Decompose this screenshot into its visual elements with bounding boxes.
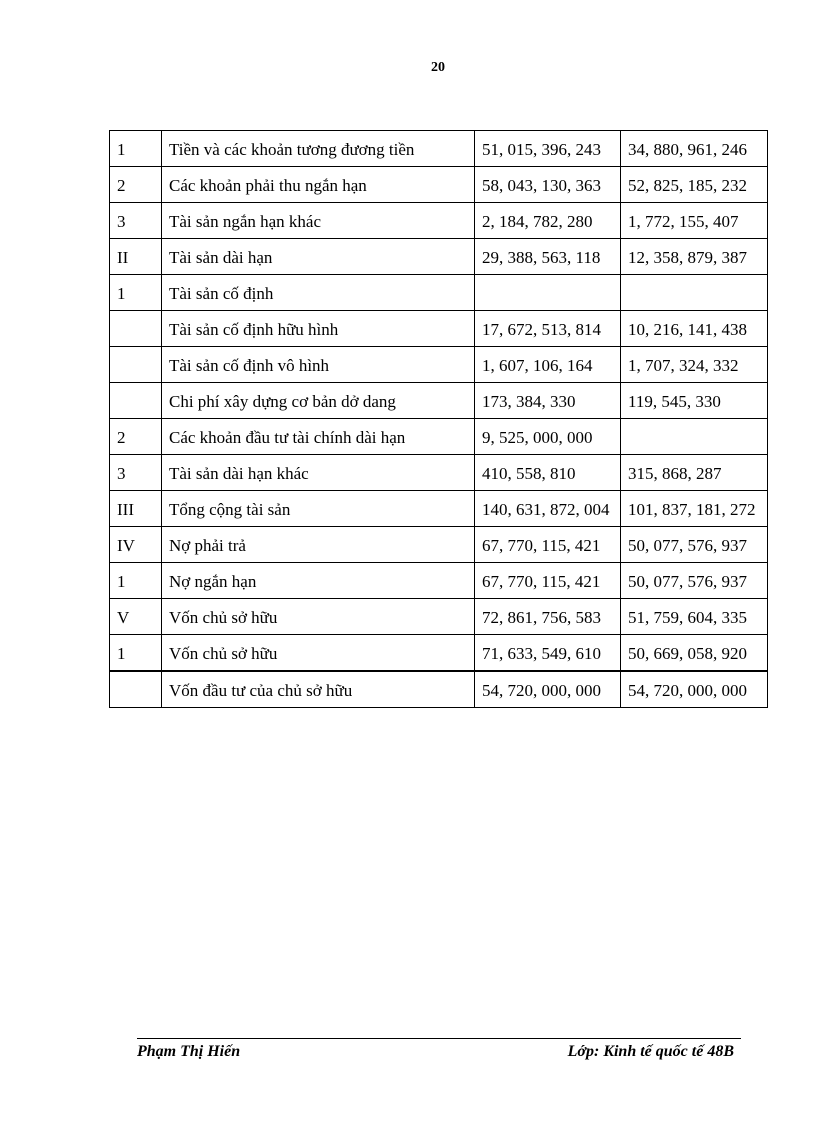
table-row <box>110 635 768 672</box>
row-index <box>110 311 162 347</box>
row-value-col1: 410, 558, 810 <box>475 455 621 491</box>
row-item-name: Tài sản ngắn hạn khác <box>162 203 475 239</box>
row-index: 1 <box>110 563 162 599</box>
table-row <box>110 347 768 383</box>
row-value-col2: 34, 880, 961, 246 <box>621 131 768 167</box>
row-value-col1 <box>475 275 621 311</box>
row-value-col2: 50, 077, 576, 937 <box>621 527 768 563</box>
table-row <box>110 563 768 599</box>
row-value-col1: 54, 720, 000, 000 <box>475 671 621 708</box>
row-item-name: Nợ ngắn hạn <box>162 563 475 599</box>
row-index <box>110 347 162 383</box>
row-index: 1 <box>110 131 162 167</box>
table-row <box>110 455 768 491</box>
row-value-col1: 173, 384, 330 <box>475 383 621 419</box>
row-item-name: Tài sản dài hạn khác <box>162 455 475 491</box>
row-value-col2: 1, 772, 155, 407 <box>621 203 768 239</box>
row-value-col2 <box>621 275 768 311</box>
row-value-col2: 10, 216, 141, 438 <box>621 311 768 347</box>
row-value-col1: 58, 043, 130, 363 <box>475 167 621 203</box>
table-row <box>110 311 768 347</box>
table-row <box>110 491 768 527</box>
table-body <box>110 131 768 708</box>
row-index <box>110 383 162 419</box>
row-item-name: Các khoản đầu tư tài chính dài hạn <box>162 419 475 455</box>
table-row <box>110 131 768 167</box>
row-index: III <box>110 491 162 527</box>
row-index: 3 <box>110 455 162 491</box>
row-value-col1: 2, 184, 782, 280 <box>475 203 621 239</box>
row-value-col1: 17, 672, 513, 814 <box>475 311 621 347</box>
table-row <box>110 599 768 635</box>
row-index: IV <box>110 527 162 563</box>
row-value-col2: 119, 545, 330 <box>621 383 768 419</box>
row-item-name: Vốn chủ sở hữu <box>162 635 475 672</box>
footer-divider <box>137 1038 741 1039</box>
row-index: 2 <box>110 419 162 455</box>
row-item-name: Vốn chủ sở hữu <box>162 599 475 635</box>
footer-class: Lớp: Kinh tế quốc tế 48B <box>567 1043 734 1060</box>
table-row <box>110 419 768 455</box>
row-index: V <box>110 599 162 635</box>
page-number: 20 <box>431 60 445 75</box>
table-row <box>110 203 768 239</box>
balance-sheet-table <box>109 130 768 708</box>
row-index: 1 <box>110 635 162 672</box>
row-item-name: Nợ phải trả <box>162 527 475 563</box>
row-value-col2: 50, 077, 576, 937 <box>621 563 768 599</box>
row-value-col2 <box>621 419 768 455</box>
table-row <box>110 275 768 311</box>
table-row <box>110 527 768 563</box>
row-value-col2: 50, 669, 058, 920 <box>621 635 768 672</box>
table-row <box>110 671 768 708</box>
row-item-name: Tài sản cố định hữu hình <box>162 311 475 347</box>
row-item-name: Các khoản phải thu ngắn hạn <box>162 167 475 203</box>
row-item-name: Chi phí xây dựng cơ bản dở dang <box>162 383 475 419</box>
row-value-col1: 71, 633, 549, 610 <box>475 635 621 672</box>
table-row <box>110 239 768 275</box>
row-value-col2: 54, 720, 000, 000 <box>621 671 768 708</box>
row-value-col1: 1, 607, 106, 164 <box>475 347 621 383</box>
row-value-col2: 1, 707, 324, 332 <box>621 347 768 383</box>
row-value-col1: 72, 861, 756, 583 <box>475 599 621 635</box>
row-item-name: Tài sản cố định vô hình <box>162 347 475 383</box>
row-item-name: Tài sản cố định <box>162 275 475 311</box>
row-value-col2: 101, 837, 181, 272 <box>621 491 768 527</box>
row-value-col1: 67, 770, 115, 421 <box>475 563 621 599</box>
row-value-col2: 51, 759, 604, 335 <box>621 599 768 635</box>
row-value-col1: 51, 015, 396, 243 <box>475 131 621 167</box>
row-value-col1: 29, 388, 563, 118 <box>475 239 621 275</box>
footer-author: Phạm Thị Hiến <box>137 1043 241 1060</box>
row-item-name: Tổng cộng tài sản <box>162 491 475 527</box>
row-index: 1 <box>110 275 162 311</box>
row-index <box>110 671 162 708</box>
row-item-name: Vốn đầu tư của chủ sở hữu <box>162 671 475 708</box>
row-item-name: Tiền và các khoản tương đương tiền <box>162 131 475 167</box>
row-index: 2 <box>110 167 162 203</box>
row-value-col2: 12, 358, 879, 387 <box>621 239 768 275</box>
table-row <box>110 167 768 203</box>
row-value-col2: 315, 868, 287 <box>621 455 768 491</box>
row-value-col1: 9, 525, 000, 000 <box>475 419 621 455</box>
table-row <box>110 383 768 419</box>
row-item-name: Tài sản dài hạn <box>162 239 475 275</box>
row-index: 3 <box>110 203 162 239</box>
row-value-col1: 140, 631, 872, 004 <box>475 491 621 527</box>
row-index: II <box>110 239 162 275</box>
row-value-col1: 67, 770, 115, 421 <box>475 527 621 563</box>
row-value-col2: 52, 825, 185, 232 <box>621 167 768 203</box>
